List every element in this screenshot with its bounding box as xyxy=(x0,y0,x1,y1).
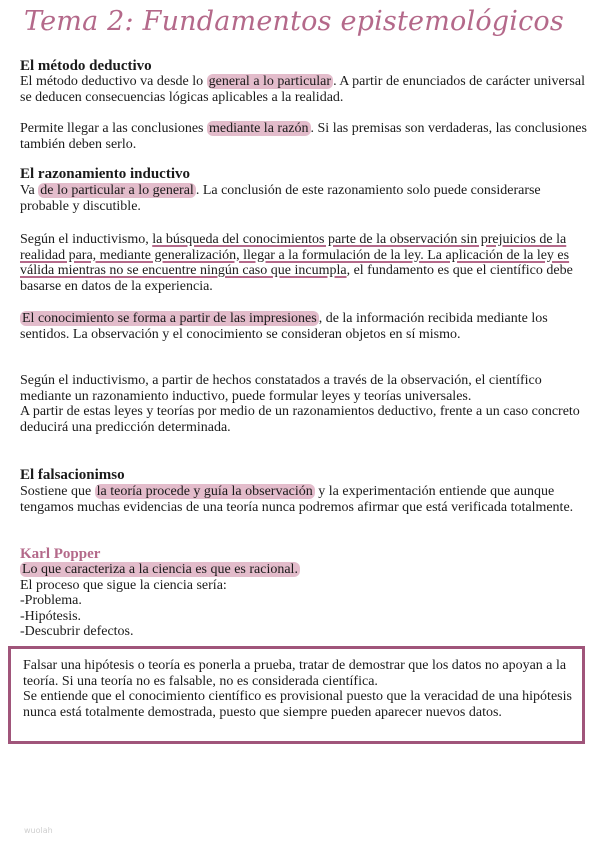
highlight: El conocimiento se forma a partir de las impresiones xyxy=(22,311,317,326)
highlight: general a lo particular xyxy=(208,74,332,89)
heading-falsacionismo: El falsacionimso xyxy=(20,467,125,483)
highlight: Lo que caracteriza a la ciencia es que es racional. xyxy=(22,562,298,577)
paragraph-inductivo-3 xyxy=(20,311,588,342)
note-paragraph-1: Falsar una hipótesis o teoría es ponerla a prueba, tratar de demostrar que los datos no apoyan a la teoría. Si una teoría no es falsable, no es considerada científica. xyxy=(23,658,567,689)
note-box xyxy=(8,646,585,744)
text: Según el inductivismo, a partir de hechos constatados a través de la observación, el científico mediante un razonamiento inductivo, puede formular leyes y teorías universales. xyxy=(20,373,542,404)
paragraph-inductivo-1 xyxy=(20,183,588,214)
text: El método deductivo va desde lo xyxy=(20,74,207,89)
paragraph-inductivo-2 xyxy=(20,232,588,294)
text: . A partir de enunciados de carácter universal se deducen consecuencias lógicas aplicables a la realidad. xyxy=(20,74,585,105)
text: . La conclusión de este razonamiento solo puede considerarse probable y discutible. xyxy=(20,183,541,214)
list-item: -Problema. xyxy=(20,593,82,609)
heading-deductivo: El método deductivo xyxy=(20,58,152,74)
text: y la experimentación entiende que aunque tengamos muchas evidencias de una teoría nunca podremos afirmar que está verificada totalmente. xyxy=(20,484,574,515)
paragraph-inductivo-4 xyxy=(20,373,588,435)
text: El proceso que sigue la ciencia sería: xyxy=(20,577,227,593)
note-paragraph-2: Se entiende que el conocimiento científico es provisional puesto que la veracidad de una hipótesis nunca está totalmente demostrada, puesto que siempre pueden aparecer nuevos datos. xyxy=(23,689,572,720)
highlight: mediante la razón xyxy=(209,121,309,136)
list-item: -Hipótesis. xyxy=(20,608,82,624)
paragraph-falsacionismo-1 xyxy=(20,484,588,515)
text: , el fundamento es que el científico debe basarse en datos de la experiencia. xyxy=(20,263,573,294)
underlined-text: la búsqueda del conocimientos parte de la observación sin prejuicios de la realidad para, mediante generalización, llegar a la formulación de la ley. La aplicación de la ley es válida mientras no se encuentre ningún caso que incumpla xyxy=(20,232,570,279)
page-title: Tema 2: Fundamentos epistemológicos xyxy=(24,6,564,37)
paragraph-deductivo-2 xyxy=(20,121,588,152)
highlight: la teoría procede y guía la observación xyxy=(96,484,313,499)
heading-inductivo: El razonamiento inductivo xyxy=(20,166,191,182)
list-item: -Descubrir defectos. xyxy=(20,624,134,640)
paragraph-popper xyxy=(20,562,588,640)
text: Va xyxy=(20,183,39,198)
highlight: de lo particular a lo general xyxy=(40,183,194,198)
text: Según el inductivismo, xyxy=(20,232,153,247)
paragraph-deductivo-1 xyxy=(20,74,588,105)
text: Sostiene que xyxy=(20,484,95,499)
text: , de la información recibida mediante los sentidos. La observación y el conocimiento se consideran objetos en sí mismo. xyxy=(20,311,548,342)
text: . Si las premisas son verdaderas, las conclusiones también deben serlo. xyxy=(20,121,587,152)
heading-popper: Karl Popper xyxy=(20,546,101,562)
watermark: wuolah xyxy=(24,826,53,835)
text: Permite llegar a las conclusiones xyxy=(20,121,207,136)
text: A partir de estas leyes y teorías por medio de un razonamientos deductivo, frente a un caso concreto deducirá una predicción determinada. xyxy=(20,404,580,435)
